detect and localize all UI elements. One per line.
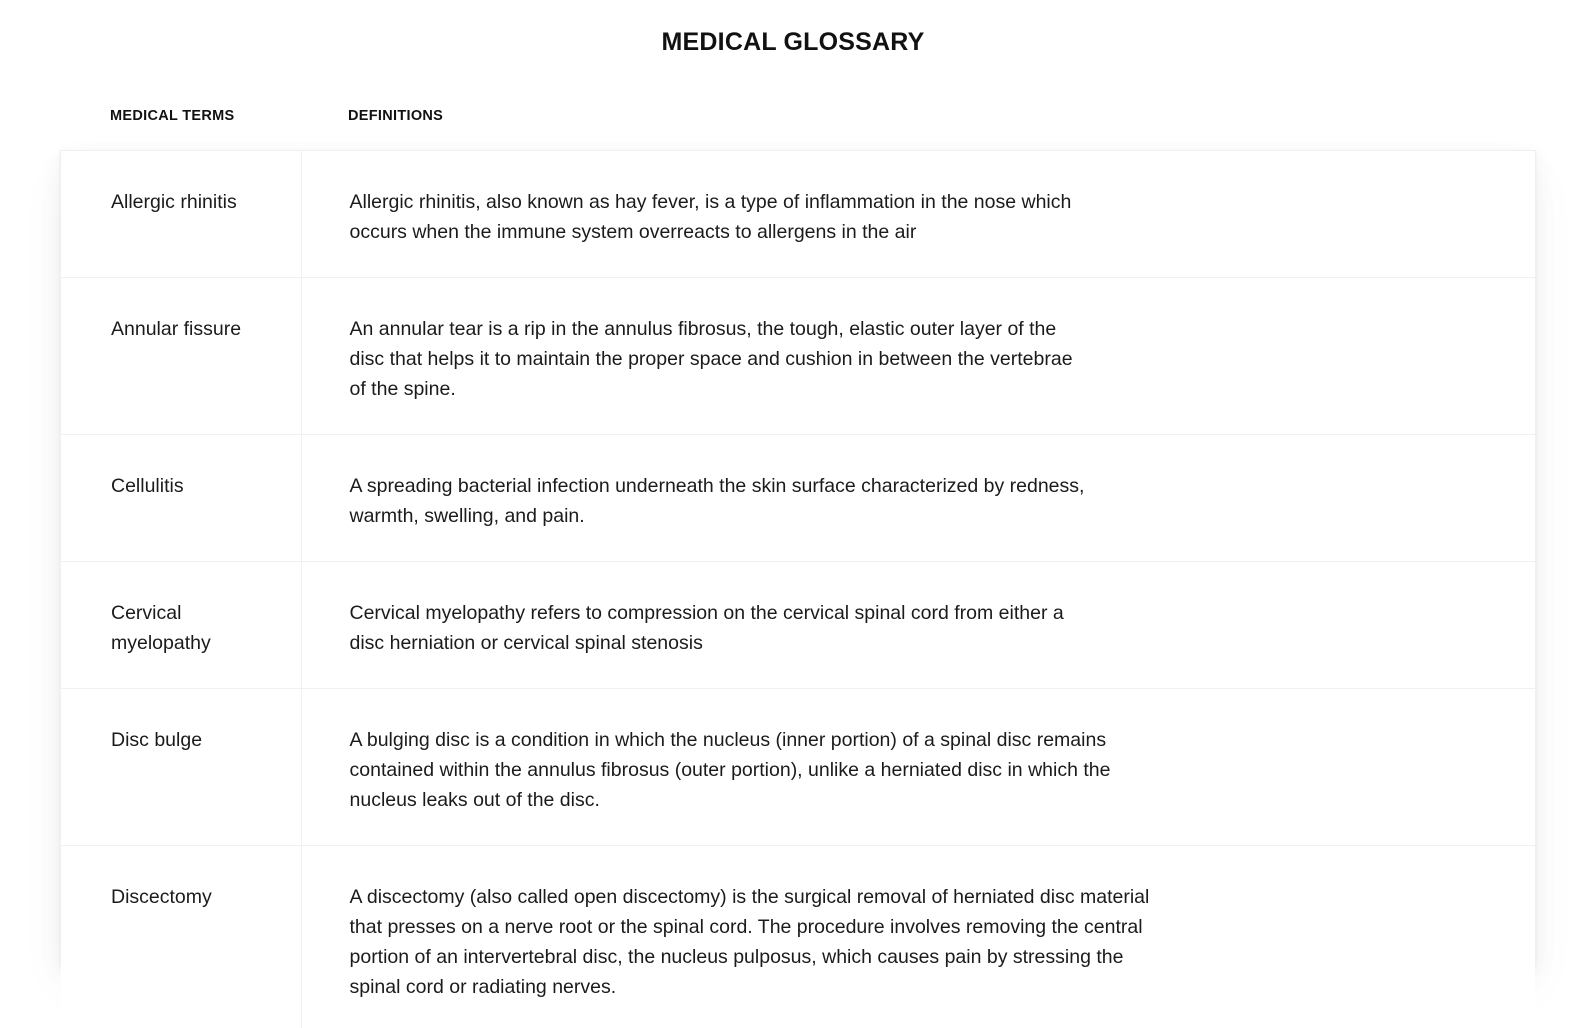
term-line: Annular fissure <box>111 318 242 340</box>
table-cell-term <box>61 846 301 1028</box>
glossary-table-body <box>61 151 1535 1028</box>
term-line: Cervical <box>111 602 182 624</box>
table-row <box>61 278 1535 435</box>
definition-line: of the spine. <box>349 378 456 400</box>
table-cell-definition <box>301 562 1535 689</box>
definition-line: disc that helps it to maintain the proper space and cushion in between the vertebrae <box>349 348 1073 370</box>
table-row <box>61 562 1535 689</box>
page-title: MEDICAL GLOSSARY <box>661 28 925 56</box>
table-cell-definition <box>301 689 1535 846</box>
column-header-definitions: DEFINITIONS <box>348 108 444 124</box>
column-header-medical-terms: MEDICAL TERMS <box>110 108 235 124</box>
glossary-table-card <box>60 150 1536 998</box>
glossary-table <box>61 151 1535 1028</box>
definition-line: that presses on a nerve root or the spinal cord. The procedure involves removing the central <box>349 916 1143 938</box>
term-line: Allergic rhinitis <box>111 191 237 213</box>
definition-line: Cervical myelopathy refers to compression on the cervical spinal cord from either a <box>349 602 1064 624</box>
term-line: myelopathy <box>111 632 211 654</box>
definition-line: occurs when the immune system overreacts to allergens in the air <box>349 221 917 243</box>
definition-line: warmth, swelling, and pain. <box>349 505 585 527</box>
table-cell-definition <box>301 151 1535 278</box>
table-cell-term <box>61 689 301 846</box>
definition-line: A discectomy (also called open discectomy) is the surgical removal of herniated disc material <box>349 886 1150 908</box>
term-line: Disc bulge <box>111 729 203 751</box>
table-cell-term <box>61 435 301 562</box>
definition-line: disc herniation or cervical spinal stenosis <box>349 632 703 654</box>
table-row <box>61 151 1535 278</box>
table-cell-term <box>61 278 301 435</box>
column-headers <box>60 108 1536 134</box>
table-row <box>61 435 1535 562</box>
definition-line: nucleus leaks out of the disc. <box>349 789 600 811</box>
table-cell-definition <box>301 435 1535 562</box>
definition-line: portion of an intervertebral disc, the nucleus pulposus, which causes pain by stressing the <box>349 946 1124 968</box>
table-cell-term <box>61 151 301 278</box>
term-line: Cellulitis <box>111 475 184 497</box>
table-cell-definition <box>301 846 1535 1028</box>
definition-line: A spreading bacterial infection underneath the skin surface characterized by redness, <box>349 475 1085 497</box>
table-cell-term <box>61 562 301 689</box>
definition-line: spinal cord or radiating nerves. <box>349 976 617 998</box>
definition-line: contained within the annulus fibrosus (outer portion), unlike a herniated disc in which the <box>349 759 1111 781</box>
definition-line: A bulging disc is a condition in which the nucleus (inner portion) of a spinal disc remains <box>349 729 1107 751</box>
definition-line: An annular tear is a rip in the annulus fibrosus, the tough, elastic outer layer of the <box>349 318 1057 340</box>
table-row <box>61 689 1535 846</box>
table-cell-definition <box>301 278 1535 435</box>
term-line: Discectomy <box>111 886 212 908</box>
table-row <box>61 846 1535 1028</box>
definition-line: Allergic rhinitis, also known as hay fever, is a type of inflammation in the nose which <box>349 191 1072 213</box>
